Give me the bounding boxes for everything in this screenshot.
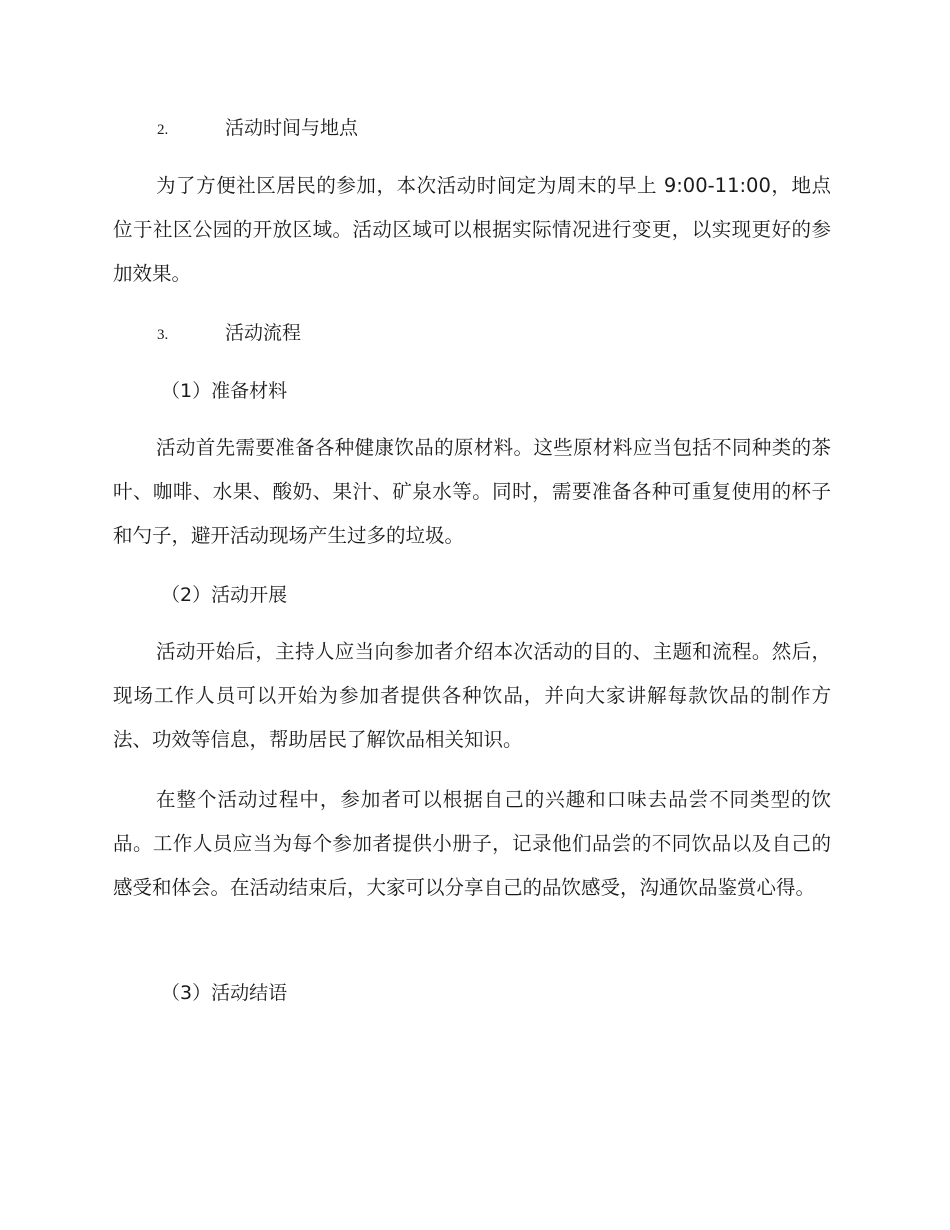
- section-heading-time-place: [157, 115, 358, 143]
- paragraph-activity-run-2: 在整个活动过程中，参加者可以根据自己的兴趣和口味去品尝不同类型的饮品。工作人员应当为每个参加者提供小册子，记录他们品尝的不同饮品以及自己的感受和体会。在活动结束后，大家可以分享自己的品饮感受，沟通饮品鉴赏心得。: [113, 788, 831, 899]
- section-number: 3.: [157, 327, 169, 343]
- section-title: 活动时间与地点: [225, 117, 359, 139]
- section-heading-process: [157, 320, 301, 348]
- subheading-closing: （3）活动结语: [161, 982, 288, 1004]
- paragraph-time-place: 为了方便社区居民的参加，本次活动时间定为周末的早上 9:00-11:00，地点位于社区公园的开放区域。活动区域可以根据实际情况进行变更，以实现更好的参加效果。: [113, 174, 831, 285]
- section-number: 2.: [157, 122, 169, 138]
- paragraph-prep-materials: 活动首先需要准备各种健康饮品的原材料。这些原材料应当包括不同种类的茶叶、咖啡、水果、酸奶、果汁、矿泉水等。同时，需要准备各种可重复使用的杯子和勺子，避开活动现场产生过多的垃圾。: [113, 436, 831, 547]
- subheading-activity-run: （2）活动开展: [161, 584, 288, 606]
- section-title: 活动流程: [225, 322, 302, 344]
- paragraph-activity-run-1: 活动开始后，主持人应当向参加者介绍本次活动的目的、主题和流程。然后，现场工作人员可以开始为参加者提供各种饮品，并向大家讲解每款饮品的制作方法、功效等信息，帮助居民了解饮品相关知识。: [113, 640, 831, 751]
- subheading-prep-materials: （1）准备材料: [161, 380, 288, 402]
